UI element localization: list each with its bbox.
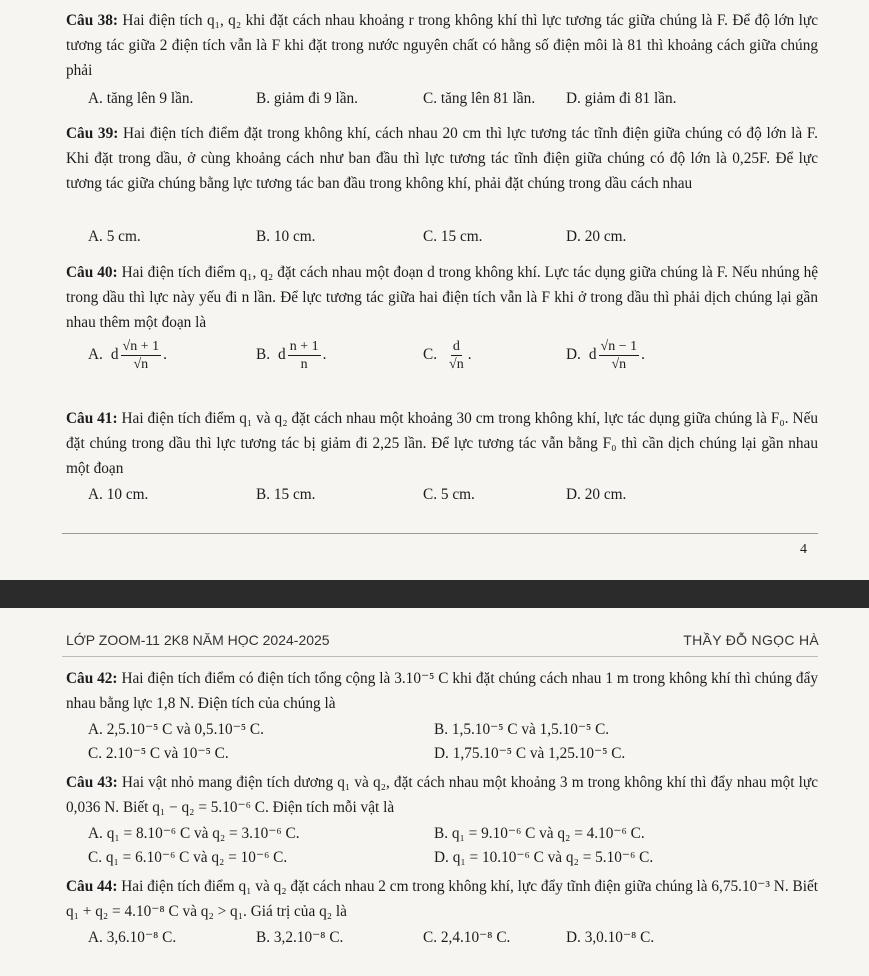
fraction-denominator: √n <box>611 357 627 372</box>
page-number: 4 <box>800 542 807 557</box>
question-label: Câu 39: <box>66 125 119 142</box>
fraction <box>447 338 466 373</box>
option-c[interactable]: C. q₁ = 6.10⁻⁶ C và q₂ = 10⁻⁶ C. <box>88 849 288 866</box>
question-label: Câu 43: <box>66 774 118 791</box>
question-text: Hai điện tích q₁, q₂ khi đặt cách nhau khoảng r trong không khí thì lực tương tác giữa chúng là F. Để độ lớn lực tương tác giữa 2 điện tích vẫn là F khi đặt trong nước nguyên chất có hằng số điện môi là 81 thì khoảng cách giữa chúng phải <box>66 12 818 79</box>
header-class-name: LỚP ZOOM-11 2K8 NĂM HỌC 2024-2025 <box>66 632 330 648</box>
fraction-numerator: √n − 1 <box>600 339 638 354</box>
fraction-numerator: √n + 1 <box>122 339 160 354</box>
fraction <box>288 338 321 373</box>
option-key: A. <box>88 346 103 364</box>
option-key: C. <box>423 346 438 364</box>
question-label: Câu 38: <box>66 12 118 29</box>
option-c[interactable]: C. tăng lên 81 lần. <box>423 90 536 107</box>
option-prefix: d <box>278 346 286 364</box>
header-divider <box>62 656 818 657</box>
fraction-numerator: n + 1 <box>289 339 319 354</box>
fraction-denominator: √n <box>133 357 149 372</box>
question-text: Hai điện tích điểm đặt trong không khí, cách nhau 20 cm thì lực tương tác tĩnh điện giữa chúng có độ lớn là F. Khi đặt trong dầu, ở cùng khoảng cách như ban đầu thì lực tương tác tĩnh điện giữa chúng có độ lớn là 0,25F. Để lực tương tác giữa chúng bằng lực tương tác ban đầu trong không khí, phải đặt chúng trong dầu cách nhau <box>66 125 819 192</box>
question-39 <box>66 121 818 196</box>
question-label: Câu 42: <box>66 670 118 687</box>
question-43 <box>66 770 818 820</box>
fraction <box>121 338 162 373</box>
question-43-options <box>88 824 828 848</box>
question-42 <box>66 666 818 716</box>
option-b[interactable]: B. 10 cm. <box>256 228 316 245</box>
option-key: B. <box>256 346 271 364</box>
question-text: Hai điện tích điểm có điện tích tổng cộng là 3.10⁻⁵ C khi đặt chúng cách nhau 1 m trong không khí thì chúng đẩy nhau bằng lực 1,8 N. Điện tích của chúng là <box>66 670 819 712</box>
option-d[interactable]: D. 20 cm. <box>566 486 627 503</box>
page-gap <box>0 580 869 608</box>
footer-divider <box>62 533 818 534</box>
question-text: Hai điện tích điểm q₁, q₂ đặt cách nhau một đoạn d trong không khí. Lực tác dụng giữa chúng là F. Nếu nhúng hệ trong dầu thì lực này yếu đi n lần. Để lực tương tác giữa hai điện tích vẫn là F khi ở trong dầu thì phải dịch chúng lại gần nhau thêm một đoạn là <box>66 264 819 331</box>
option-d[interactable]: D. d $\frac{√n - 1}{√n}$ . <box>566 339 645 372</box>
option-b[interactable]: B. 3,2.10⁻⁸ C. <box>256 929 344 946</box>
question-label: Câu 41: <box>66 410 118 427</box>
option-c[interactable]: C. 2,4.10⁻⁸ C. <box>423 929 511 946</box>
fraction-denominator: √n <box>449 357 464 372</box>
header-teacher-name: THẦY ĐỖ NGỌC HÀ <box>683 632 819 648</box>
option-c[interactable]: C. 2.10⁻⁵ C và 10⁻⁵ C. <box>88 745 229 762</box>
fraction <box>599 338 640 373</box>
option-a[interactable]: A. tăng lên 9 lần. <box>88 90 194 107</box>
option-d[interactable]: D. q₁ = 10.10⁻⁶ C và q₂ = 5.10⁻⁶ C. <box>434 849 654 866</box>
option-a[interactable]: A. 10 cm. <box>88 486 149 503</box>
question-44 <box>66 874 818 924</box>
question-label: Câu 44: <box>66 878 118 895</box>
option-a[interactable]: A. 5 cm. <box>88 228 141 245</box>
question-41 <box>66 406 818 481</box>
option-a[interactable]: A. 2,5.10⁻⁵ C và 0,5.10⁻⁵ C. <box>88 721 264 738</box>
question-40 <box>66 260 818 335</box>
question-38-options <box>88 90 828 114</box>
page-two <box>0 608 869 976</box>
question-42-options-row2 <box>88 744 828 768</box>
option-d[interactable]: D. 3,0.10⁻⁸ C. <box>566 929 655 946</box>
question-42-options <box>88 720 828 744</box>
option-prefix: d <box>110 346 119 364</box>
question-label: Câu 40: <box>66 264 118 281</box>
option-a[interactable]: A. d $\frac{√n + 1}{√n}$ . <box>88 339 167 372</box>
question-text: Hai điện tích điểm q₁ và q₂ đặt cách nhau 2 cm trong không khí, lực đẩy tĩnh điện giữa chúng là 6,75.10⁻³ N. Biết q₁ + q₂ = 4.10⁻⁸ C và q₂ > q₁. Giá trị của q₂ là <box>66 878 818 920</box>
question-44-options <box>88 928 828 952</box>
option-c[interactable]: C. 15 cm. <box>423 228 483 245</box>
option-b[interactable]: B. 1,5.10⁻⁵ C và 1,5.10⁻⁵ C. <box>434 721 610 738</box>
option-d[interactable]: D. 1,75.10⁻⁵ C và 1,25.10⁻⁵ C. <box>434 745 626 762</box>
option-d[interactable]: D. giảm đi 81 lần. <box>566 90 677 107</box>
option-b[interactable]: B. d $\frac{n + 1}{n}$ . <box>256 339 327 372</box>
option-prefix: d <box>588 346 597 364</box>
option-key: D. <box>566 346 581 364</box>
option-c[interactable]: C. 5 cm. <box>423 486 475 503</box>
option-d[interactable]: D. 20 cm. <box>566 228 627 245</box>
option-a[interactable]: A. 3,6.10⁻⁸ C. <box>88 929 177 946</box>
question-39-options <box>88 228 828 252</box>
question-text: Hai vật nhỏ mang điện tích dương q₁ và q₂, đặt cách nhau một khoảng 3 m trong không khí thì đẩy nhau một lực 0,036 N. Biết q₁ − q₂ = 5.10⁻⁶ C. Điện tích mỗi vật là <box>66 774 818 816</box>
option-b[interactable]: B. q₁ = 9.10⁻⁶ C và q₂ = 4.10⁻⁶ C. <box>434 825 645 842</box>
question-text: Hai điện tích điểm q₁ và q₂ đặt cách nhau một khoảng 30 cm trong không khí, lực tác dụng giữa chúng là F₀. Nếu đặt chúng trong dầu thì lực tương tác bị giảm đi 2,25 lần. Để lực tương tác vẫn bằng F₀ thì cần dịch chúng lại gần nhau một đoạn <box>66 410 819 477</box>
option-b[interactable]: B. giảm đi 9 lần. <box>256 90 358 107</box>
fraction-denominator: n <box>300 357 308 372</box>
fraction-numerator: d <box>452 339 460 354</box>
question-38 <box>66 8 818 83</box>
question-41-options <box>88 486 828 510</box>
option-b[interactable]: B. 15 cm. <box>256 486 316 503</box>
option-a[interactable]: A. q₁ = 8.10⁻⁶ C và q₂ = 3.10⁻⁶ C. <box>88 825 300 842</box>
question-43-options-row2 <box>88 848 828 872</box>
option-c[interactable]: C. $\frac{d}{√n}$ . <box>423 339 472 372</box>
question-40-options <box>88 338 828 378</box>
